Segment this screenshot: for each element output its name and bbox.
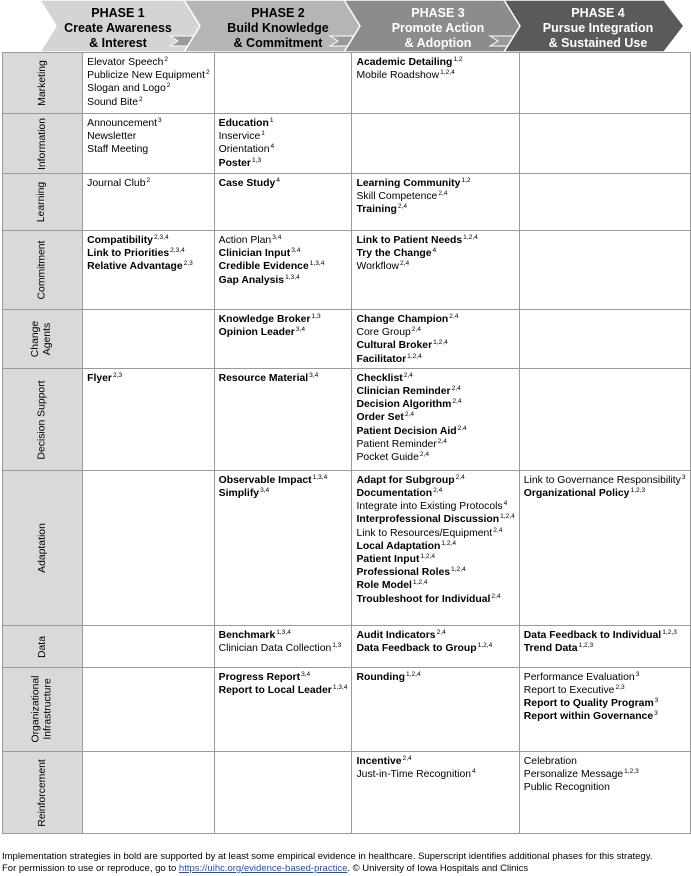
phase-superscript: 2,4 (411, 326, 421, 334)
category-label: Change Agents (30, 320, 54, 357)
strategy-item: Staff Meeting (87, 144, 149, 156)
phase-2-cell (214, 667, 352, 751)
strategy-item: Simplify$^{3,4}$ (218, 487, 270, 500)
phase-2-cell (214, 470, 352, 625)
phase-1-title (38, 6, 198, 51)
phase-2-cell (214, 751, 352, 833)
strategy-item: Pocket Guide$^{2,4}$ (356, 451, 430, 464)
phase-1-cell (83, 368, 215, 470)
phase-3-cell (352, 625, 519, 667)
strategy-item: Progress Report$^{3,4}$ (218, 670, 311, 683)
phase-superscript: 2 (146, 177, 151, 184)
phase-superscript: 1,2,3 (630, 487, 646, 495)
strategy-item: Flyer$^{2,3}$ (87, 371, 123, 384)
category-label: Marketing (36, 60, 48, 107)
phase-superscript: 1 (261, 130, 265, 138)
phase-superscript: 1,3,4 (312, 473, 328, 481)
phase-number: PHASE 3 (411, 6, 465, 20)
category-header (3, 310, 83, 369)
phase-superscript: 2,4 (397, 203, 408, 211)
strategy-item: Cultural Broker$^{1,2,4}$ (356, 339, 448, 352)
strategy-item: Publicize New Equipment$^2$ (87, 69, 210, 82)
strategy-item: Gap Analysis$^{1,3,4}$ (218, 273, 300, 286)
phase-superscript: 2,4 (433, 487, 443, 495)
phase-superscript: 2,3 (183, 260, 193, 268)
category-header (3, 174, 83, 231)
strategy-item: Elevator Speech$^2$ (87, 56, 169, 68)
phase-superscript: 2 (166, 82, 171, 90)
strategy-item: Compatibility$^{2,3,4}$ (87, 234, 169, 246)
strategy-item: Change Champion$^{2,4}$ (356, 313, 459, 325)
phase-superscript: 1,2,4 (441, 539, 457, 547)
phase-superscript: 3,4 (260, 487, 270, 495)
strategy-item: Performance Evaluation$^3$ (523, 670, 640, 683)
phase-superscript: 3 (681, 473, 686, 481)
phase-2-cell (214, 368, 352, 470)
phase-superscript: 2,4 (449, 313, 459, 320)
strategy-item: Interprofessional Discussion$^{1,2,4}$ (356, 513, 515, 526)
phase-superscript: 1,2,4 (412, 579, 428, 587)
phase-4-cell (519, 174, 690, 231)
phase-superscript: 1,2,4 (463, 234, 478, 241)
category-row (3, 310, 691, 369)
phase-superscript: 3,4 (272, 234, 282, 241)
phase-superscript: 3,4 (291, 247, 301, 255)
phase-superscript: 2,4 (457, 424, 467, 432)
phase-superscript: 1,2,4 (407, 352, 422, 360)
category-row (3, 114, 691, 174)
phase-description: Build Knowledge (227, 21, 329, 35)
phase-superscript: 2,4 (491, 592, 501, 600)
phase-superscript: 1,3,4 (276, 628, 291, 636)
strategy-item: Training$^{2,4}$ (356, 203, 408, 216)
phase-3-cell (352, 53, 519, 114)
phase-superscript: 1,2,4 (440, 69, 455, 77)
phase-4-cell (519, 667, 690, 751)
phase-description: Promote Action (391, 21, 485, 35)
phase-4-cell (519, 114, 690, 174)
phase-superscript: 4 (270, 143, 275, 151)
strategy-item: Report to Quality Program$^3$ (523, 697, 659, 710)
phase-1-cell (83, 231, 215, 310)
phase-superscript: 1,2,4 (405, 670, 421, 678)
strategy-item: Celebration (523, 755, 577, 767)
strategy-item: Skill Competence$^{2,4}$ (356, 190, 448, 203)
phase-4-title (518, 6, 678, 51)
phase-superscript: 1,3 (332, 642, 342, 650)
category-header (3, 667, 83, 751)
strategy-item: Clinician Data Collection$^{1,3}$ (218, 642, 342, 655)
phase-description: & Commitment (233, 36, 323, 50)
phase-number: PHASE 2 (251, 6, 305, 20)
phase-superscript: 2,3 (615, 684, 625, 692)
strategy-item: Professional Roles$^{1,2,4}$ (356, 566, 466, 579)
phase-number: PHASE 4 (571, 6, 625, 20)
phase-superscript: 1 (269, 117, 274, 124)
category-header (3, 470, 83, 625)
phase-3-cell (352, 174, 519, 231)
phase-superscript: 1,2,3 (578, 642, 594, 650)
phase-superscript: 2,4 (419, 451, 430, 459)
phase-superscript: 2 (164, 56, 169, 63)
category-label: Organizational Infrastructure (30, 675, 54, 743)
strategy-item: Mobile Roadshow$^{1,2,4}$ (356, 69, 455, 82)
phase-superscript: 2,4 (437, 437, 447, 445)
phase-superscript: 1,3,4 (332, 684, 348, 692)
category-label: Adaptation (36, 523, 48, 574)
phase-4-cell (519, 231, 690, 310)
category-header (3, 751, 83, 833)
phase-3-cell (352, 368, 519, 470)
category-row (3, 751, 691, 833)
phase-superscript: 1,2,4 (500, 513, 515, 521)
strategy-item: Benchmark$^{1,3,4}$ (218, 628, 291, 641)
phase-1-cell (83, 53, 215, 114)
category-row (3, 667, 691, 751)
strategy-item: Patient Input$^{1,2,4}$ (356, 553, 436, 566)
footer-copyright: . © University of Iowa Hospitals and Clinics (347, 863, 529, 874)
phase-superscript: 1,2 (453, 56, 463, 63)
strategy-item: Link to Resources/Equipment$^{2,4}$ (356, 526, 503, 539)
strategy-item: Link to Governance Responsibility$^3$ (523, 473, 686, 486)
strategy-item: Incentive$^{2,4}$ (356, 754, 412, 767)
phase-superscript: 1,2,3 (662, 628, 677, 636)
category-header (3, 625, 83, 667)
strategy-item: Poster$^{1,3}$ (218, 156, 262, 169)
phase-1-cell (83, 174, 215, 231)
phase-superscript: 3,4 (301, 670, 311, 678)
phase-description: & Interest (89, 36, 147, 50)
phase-4-cell (519, 470, 690, 625)
strategy-item: Link to Priorities$^{2,3,4}$ (87, 247, 185, 260)
phase-superscript: 4 (276, 177, 280, 184)
phase-superscript: 4 (472, 768, 476, 776)
strategy-item: Personalize Message$^{1,2,3}$ (523, 768, 639, 781)
phase-superscript: 4 (432, 247, 437, 255)
phase-1-cell (83, 667, 215, 751)
strategy-item: Credible Evidence$^{1,3,4}$ (218, 260, 325, 273)
phase-superscript: 3,4 (295, 326, 306, 334)
strategy-item: Education$^1$ (218, 117, 274, 129)
category-row (3, 53, 691, 114)
phase-2-cell (214, 625, 352, 667)
phase-2-cell (214, 53, 352, 114)
evidence-based-practice-link[interactable]: https://uihc.org/evidence-based-practice (178, 863, 348, 874)
strategy-item: Knowledge Broker$^{1,3}$ (218, 313, 321, 325)
strategy-item: Local Adaptation$^{1,2,4}$ (356, 539, 457, 552)
strategy-item: Observable Impact$^{1,3,4}$ (218, 473, 328, 486)
phase-superscript: 3 (158, 117, 162, 124)
phase-4-cell (519, 625, 690, 667)
phase-superscript: 2,4 (403, 371, 413, 379)
category-header (3, 114, 83, 174)
strategy-item: Integrate into Existing Protocols$^4$ (356, 500, 508, 513)
phase-superscript: 2,4 (402, 754, 412, 762)
phase-4-cell (519, 310, 690, 369)
phase-superscript: 3 (654, 710, 658, 718)
category-label: Commitment (36, 240, 48, 300)
phase-1-cell (83, 625, 215, 667)
strategy-item: Data Feedback to Individual$^{1,2,3}$ (523, 628, 677, 641)
strategy-item: Sound Bite$^2$ (87, 95, 143, 108)
category-header (3, 53, 83, 114)
strategy-table (2, 52, 691, 834)
phase-superscript: 2 (205, 69, 210, 77)
strategy-item: Clinician Input$^{3,4}$ (218, 247, 301, 260)
footer-note: Implementation strategies in bold are supported by at least some empirical evidence in healthcare. Superscript identifies additional phases for this strategy. (2, 851, 653, 862)
strategy-item: Report within Governance$^3$ (523, 710, 658, 723)
strategy-item: Core Group$^{2,4}$ (356, 326, 421, 339)
strategy-item: Link to Patient Needs$^{1,2,4}$ (356, 234, 478, 246)
footer-permission (2, 863, 652, 875)
strategy-item: Report to Executive$^{2,3}$ (523, 684, 625, 697)
strategy-item: Clinician Reminder$^{2,4}$ (356, 385, 461, 398)
phase-description: Create Awareness (64, 21, 172, 35)
footer (2, 851, 652, 875)
strategy-item: Inservice$^1$ (218, 130, 265, 143)
phase-3-cell (352, 751, 519, 833)
phase-superscript: 1,2,4 (420, 553, 436, 561)
strategy-item: Slogan and Logo$^2$ (87, 82, 171, 95)
phase-superscript: 1,3 (311, 313, 321, 320)
strategy-item: Checklist$^{2,4}$ (356, 371, 413, 384)
phase-description: & Adoption (404, 36, 472, 50)
phase-2-cell (214, 114, 352, 174)
category-label: Reinforcement (36, 758, 48, 827)
phase-superscript: 1,3,4 (309, 260, 325, 268)
phase-superscript: 2,4 (493, 526, 503, 534)
phase-2-cell (214, 174, 352, 231)
phase-3-cell (352, 310, 519, 369)
strategy-item: Public Recognition (523, 782, 610, 794)
strategy-item: Adapt for Subgroup$^{2,4}$ (356, 473, 465, 486)
phase-description: Pursue Integration (542, 21, 654, 35)
category-label: Decision Support (36, 380, 48, 460)
phase-superscript: 2,4 (451, 385, 461, 393)
strategy-item: Learning Community$^{1,2}$ (356, 177, 471, 189)
strategy-item: Workflow$^{2,4}$ (356, 260, 410, 273)
strategy-item: Rounding$^{1,2,4}$ (356, 670, 421, 683)
strategy-item: Audit Indicators$^{2,4}$ (356, 628, 446, 641)
category-row (3, 174, 691, 231)
category-header (3, 368, 83, 470)
phase-1-cell (83, 114, 215, 174)
phase-3-title (358, 6, 518, 51)
phase-superscript: 3,4 (309, 371, 319, 379)
strategy-item: Relative Advantage$^{2,3}$ (87, 260, 193, 273)
phase-superscript: 2,4 (452, 398, 462, 406)
phase-superscript: 3 (654, 697, 659, 705)
strategy-item: Data Feedback to Group$^{1,2,4}$ (356, 642, 493, 655)
phase-superscript: 1,2 (461, 177, 471, 184)
phase-superscript: 3 (635, 670, 640, 678)
phase-1-cell (83, 310, 215, 369)
category-row (3, 470, 691, 625)
strategy-item: Resource Material$^{3,4}$ (218, 371, 319, 384)
strategy-item: Academic Detailing$^{1,2}$ (356, 56, 463, 68)
category-header (3, 231, 83, 310)
strategy-item: Patient Decision Aid$^{2,4}$ (356, 424, 467, 437)
strategy-item: Role Model$^{1,2,4}$ (356, 579, 428, 592)
strategy-item: Trend Data$^{1,2,3}$ (523, 642, 594, 655)
phase-superscript: 2,4 (404, 411, 415, 419)
category-label: Data (36, 635, 48, 658)
phase-superscript: 1,2,3 (624, 768, 639, 776)
phase-4-cell (519, 53, 690, 114)
phase-superscript: 2,4 (455, 473, 465, 481)
phase-4-cell (519, 368, 690, 470)
strategy-item: Order Set$^{2,4}$ (356, 411, 415, 424)
strategy-item: Opinion Leader$^{3,4}$ (218, 326, 306, 339)
phase-3-cell (352, 231, 519, 310)
phase-superscript: 2,3,4 (153, 234, 169, 241)
phase-superscript: 2 (138, 95, 143, 103)
strategy-item: Just-in-Time Recognition$^4$ (356, 768, 476, 781)
phase-superscript: 2,4 (438, 190, 448, 198)
phase-2-title (198, 6, 358, 51)
strategy-item: Orientation$^4$ (218, 143, 275, 156)
category-label: Learning (36, 182, 48, 223)
phase-superscript: 1,2,4 (477, 642, 493, 650)
phase-superscript: 2,4 (436, 628, 446, 636)
strategy-item: Organizational Policy$^{1,2,3}$ (523, 487, 646, 500)
phase-superscript: 1,2,4 (451, 566, 466, 574)
strategy-item: Documentation$^{2,4}$ (356, 487, 443, 500)
phase-1-cell (83, 470, 215, 625)
phase-3-cell (352, 470, 519, 625)
phase-2-cell (214, 231, 352, 310)
strategy-item: Newsletter (87, 131, 137, 143)
strategy-item: Troubleshoot for Individual$^{2,4}$ (356, 592, 501, 605)
strategy-item: Try the Change$^4$ (356, 247, 437, 260)
phase-superscript: 4 (503, 500, 508, 508)
strategy-item: Action Plan$^{3,4}$ (218, 234, 282, 246)
strategy-item: Journal Club$^2$ (87, 177, 151, 189)
category-label: Information (36, 117, 48, 170)
phase-1-cell (83, 751, 215, 833)
strategy-item: Case Study$^4$ (218, 177, 280, 189)
phase-4-cell (519, 751, 690, 833)
strategy-item: Patient Reminder$^{2,4}$ (356, 437, 447, 450)
category-row (3, 625, 691, 667)
strategy-item: Decision Algorithm$^{2,4}$ (356, 398, 462, 411)
footer-prefix: For permission to use or reproduce, go to (2, 863, 179, 874)
phase-3-cell (352, 667, 519, 751)
phase-3-cell (352, 114, 519, 174)
phase-superscript: 1,3,4 (285, 273, 300, 281)
phase-superscript: 2,3,4 (170, 247, 185, 255)
strategy-item: Report to Local Leader$^{1,3,4}$ (218, 684, 348, 697)
phase-superscript: 1,3 (251, 156, 262, 164)
phase-2-cell (214, 310, 352, 369)
phase-superscript: 2,4 (400, 260, 410, 268)
strategy-item: Facilitator$^{1,2,4}$ (356, 352, 422, 365)
category-row (3, 368, 691, 470)
phase-number: PHASE 1 (91, 6, 145, 20)
strategy-item: Announcement$^3$ (87, 117, 162, 129)
phase-superscript: 2,3 (112, 371, 123, 379)
category-row (3, 231, 691, 310)
phase-superscript: 1,2,4 (433, 339, 448, 347)
phase-description: & Sustained Use (548, 36, 648, 50)
